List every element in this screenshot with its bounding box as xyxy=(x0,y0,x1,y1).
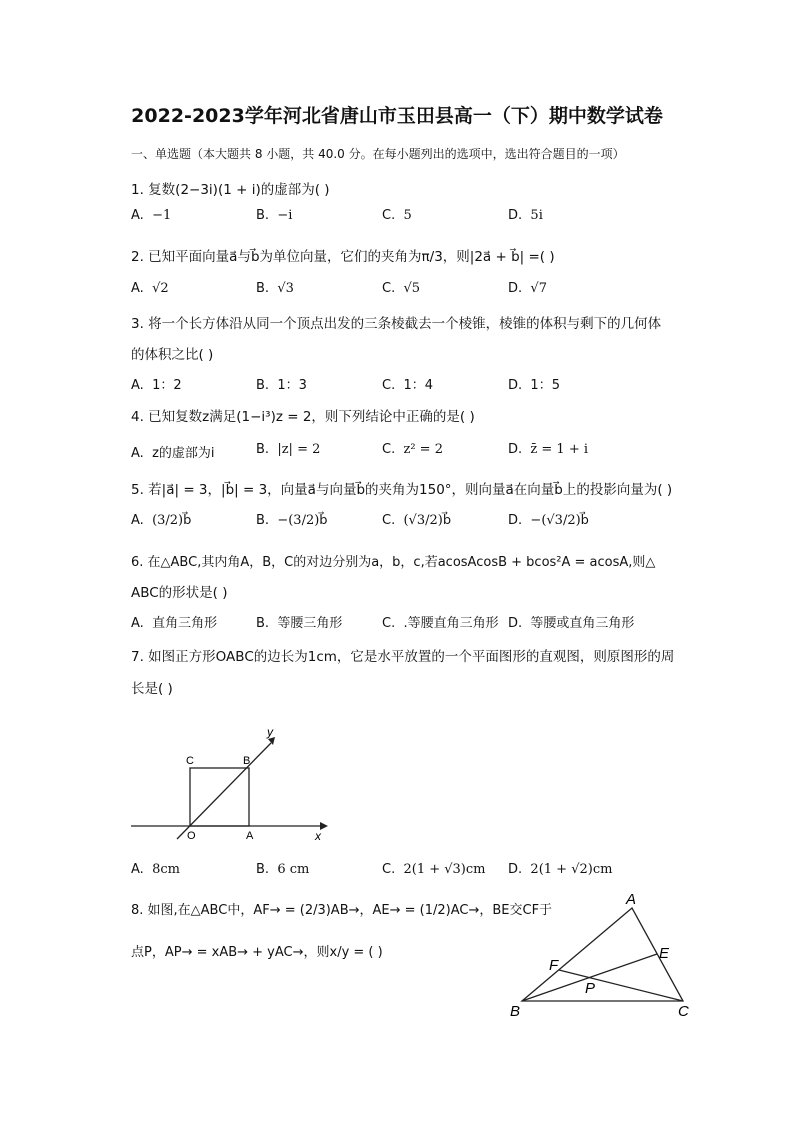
page-title: 2022-2023学年河北省唐山市玉田县高一（下）期中数学试卷 xyxy=(131,105,663,127)
question-4-option-d[interactable]: D. z̄ = 1 + i xyxy=(508,442,589,457)
label-b: B xyxy=(510,1003,521,1020)
question-8-figure xyxy=(500,890,710,1025)
question-2-option-a[interactable]: A. √2 xyxy=(131,281,169,296)
question-6-option-c[interactable]: C. .等腰直角三角形 xyxy=(382,616,499,631)
question-2-option-c[interactable]: C. √5 xyxy=(382,281,421,296)
question-6-option-b[interactable]: B. 等腰三角形 xyxy=(256,616,343,631)
question-7-option-d[interactable]: D. 2(1 + √2)cm xyxy=(508,862,613,877)
x-axis-arrow xyxy=(320,822,328,830)
section-heading: 一、单选题（本大题共 8 小题，共 40.0 分。在每小题列出的选项中，选出符合题目的一项） xyxy=(131,147,625,161)
label-o: O xyxy=(187,830,196,842)
question-8-stem: 8. 如图,在△ABC中，AF→ = (2/3)AB→，AE→ = (1/2)AC→，BE交CF于 xyxy=(131,903,553,918)
label-f: F xyxy=(549,957,559,974)
question-1-option-a[interactable]: A. −1 xyxy=(131,208,172,223)
question-6-option-a[interactable]: A. 直角三角形 xyxy=(131,616,218,631)
question-1-stem: 1. 复数(2−3i)(1 + i)的虚部为( ) xyxy=(131,182,330,198)
question-6-stem: 6. 在△ABC,其内角A，B，C的对边分别为a，b，c,若acosAcosB + bcos²A = acosA,则△ xyxy=(131,555,656,570)
question-3-stem: 3. 将一个长方体沿从同一个顶点出发的三条棱截去一个棱锥，棱锥的体积与剩下的几何体 xyxy=(131,316,662,332)
question-7-option-a[interactable]: A. 8cm xyxy=(131,862,180,877)
question-3-option-a[interactable]: A. 1：2 xyxy=(131,378,182,393)
question-4-option-b[interactable]: B. |z| = 2 xyxy=(256,442,321,457)
question-5-option-b[interactable]: B. −(3/2)b⃗ xyxy=(256,513,328,528)
question-5-stem: 5. 若|a⃗| = 3，|b⃗| = 3，向量a⃗与向量b⃗的夹角为150°，则向量a⃗在向量b⃗上的投影向量为( ) xyxy=(131,482,673,498)
label-a: A xyxy=(626,891,637,908)
question-2-stem: 2. 已知平面向量a⃗与b⃗为单位向量，它们的夹角为π/3，则|2a⃗ + b⃗| =( ) xyxy=(131,249,555,265)
label-e: E xyxy=(659,945,670,962)
question-1-option-b[interactable]: B. −i xyxy=(256,208,293,223)
question-1-option-c[interactable]: C. 5 xyxy=(382,208,412,223)
question-7-figure xyxy=(125,725,340,850)
question-7-stem-continued: 长是( ) xyxy=(131,681,173,697)
question-3-option-b[interactable]: B. 1：3 xyxy=(256,378,307,393)
label-p: P xyxy=(585,980,596,997)
question-5-option-d[interactable]: D. −(√3/2)b⃗ xyxy=(508,513,589,528)
question-1-option-d[interactable]: D. 5i xyxy=(508,208,543,223)
label-c: C xyxy=(678,1003,689,1020)
question-6-stem-continued: ABC的形状是( ) xyxy=(131,585,228,601)
question-3-stem-continued: 的体积之比( ) xyxy=(131,347,214,363)
label-x: x xyxy=(315,829,321,843)
question-6-option-d[interactable]: D. 等腰或直角三角形 xyxy=(508,616,635,631)
question-4-option-a[interactable]: A. z的虚部为i xyxy=(131,446,215,461)
question-3-option-c[interactable]: C. 1：4 xyxy=(382,378,434,393)
question-3-option-d[interactable]: D. 1：5 xyxy=(508,378,560,393)
question-2-option-d[interactable]: D. √7 xyxy=(508,281,547,296)
question-5-option-a[interactable]: A. (3/2)b⃗ xyxy=(131,513,192,528)
question-7-option-c[interactable]: C. 2(1 + √3)cm xyxy=(382,862,486,877)
label-b: B xyxy=(243,755,251,767)
question-2-option-b[interactable]: B. √3 xyxy=(256,281,294,296)
question-8-stem-continued: 点P，AP→ = xAB→ + yAC→，则x/y = ( ) xyxy=(131,945,383,960)
label-y: y xyxy=(267,725,273,739)
label-c: C xyxy=(186,755,194,767)
question-4-stem: 4. 已知复数z满足(1−i³)z = 2，则下列结论中正确的是( ) xyxy=(131,409,475,425)
question-7-option-b[interactable]: B. 6 cm xyxy=(256,862,310,877)
label-a: A xyxy=(246,830,254,842)
question-5-option-c[interactable]: C. (√3/2)b⃗ xyxy=(382,513,452,528)
question-7-stem: 7. 如图正方形OABC的边长为1cm，它是水平放置的一个平面图形的直观图，则原图形的周 xyxy=(131,649,675,665)
segment-cf xyxy=(559,970,683,1001)
question-4-option-c[interactable]: C. z² = 2 xyxy=(382,442,443,457)
